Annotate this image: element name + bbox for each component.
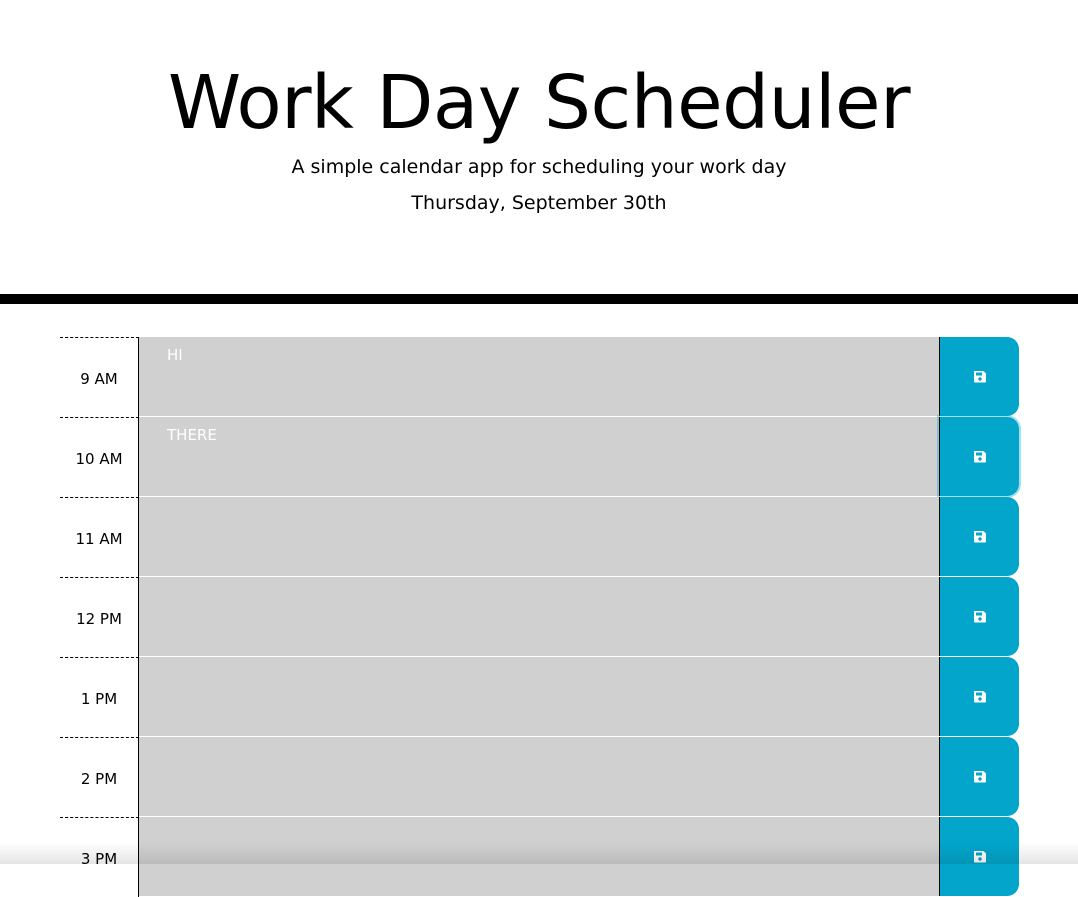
save-button[interactable] bbox=[939, 337, 1019, 416]
save-button[interactable] bbox=[939, 497, 1019, 576]
time-block bbox=[60, 417, 1019, 497]
hour-label: 10 AM bbox=[60, 417, 139, 497]
event-description-input[interactable] bbox=[139, 577, 939, 657]
page-subtitle: A simple calendar app for scheduling your work day bbox=[0, 156, 1078, 179]
time-block bbox=[60, 657, 1019, 737]
save-icon bbox=[973, 690, 987, 704]
save-button[interactable] bbox=[939, 657, 1019, 736]
time-block bbox=[60, 497, 1019, 577]
hour-label: 9 AM bbox=[60, 337, 139, 417]
time-block bbox=[60, 817, 1019, 897]
event-description-input[interactable] bbox=[139, 657, 939, 737]
time-block bbox=[60, 337, 1019, 417]
save-button[interactable] bbox=[939, 817, 1019, 896]
save-icon bbox=[973, 450, 987, 464]
hour-label: 2 PM bbox=[60, 737, 139, 817]
event-description-input[interactable] bbox=[139, 817, 939, 897]
save-icon bbox=[973, 850, 987, 864]
save-icon bbox=[973, 530, 987, 544]
hour-label: 3 PM bbox=[60, 817, 139, 897]
page-title: Work Day Scheduler bbox=[0, 66, 1078, 140]
time-block bbox=[60, 737, 1019, 817]
hour-label: 1 PM bbox=[60, 657, 139, 737]
save-icon bbox=[973, 370, 987, 384]
hour-label: 12 PM bbox=[60, 577, 139, 657]
event-description-input[interactable] bbox=[139, 417, 939, 497]
save-button[interactable] bbox=[939, 737, 1019, 816]
time-block bbox=[60, 577, 1019, 657]
schedule-container bbox=[60, 337, 1019, 897]
save-button[interactable] bbox=[939, 417, 1019, 496]
hour-label: 11 AM bbox=[60, 497, 139, 577]
event-description-input[interactable] bbox=[139, 337, 939, 417]
header bbox=[0, 0, 1078, 304]
save-button[interactable] bbox=[939, 577, 1019, 656]
event-description-input[interactable] bbox=[139, 497, 939, 577]
save-icon bbox=[973, 770, 987, 784]
save-icon bbox=[973, 610, 987, 624]
event-description-input[interactable] bbox=[139, 737, 939, 817]
current-day: Thursday, September 30th bbox=[0, 192, 1078, 215]
